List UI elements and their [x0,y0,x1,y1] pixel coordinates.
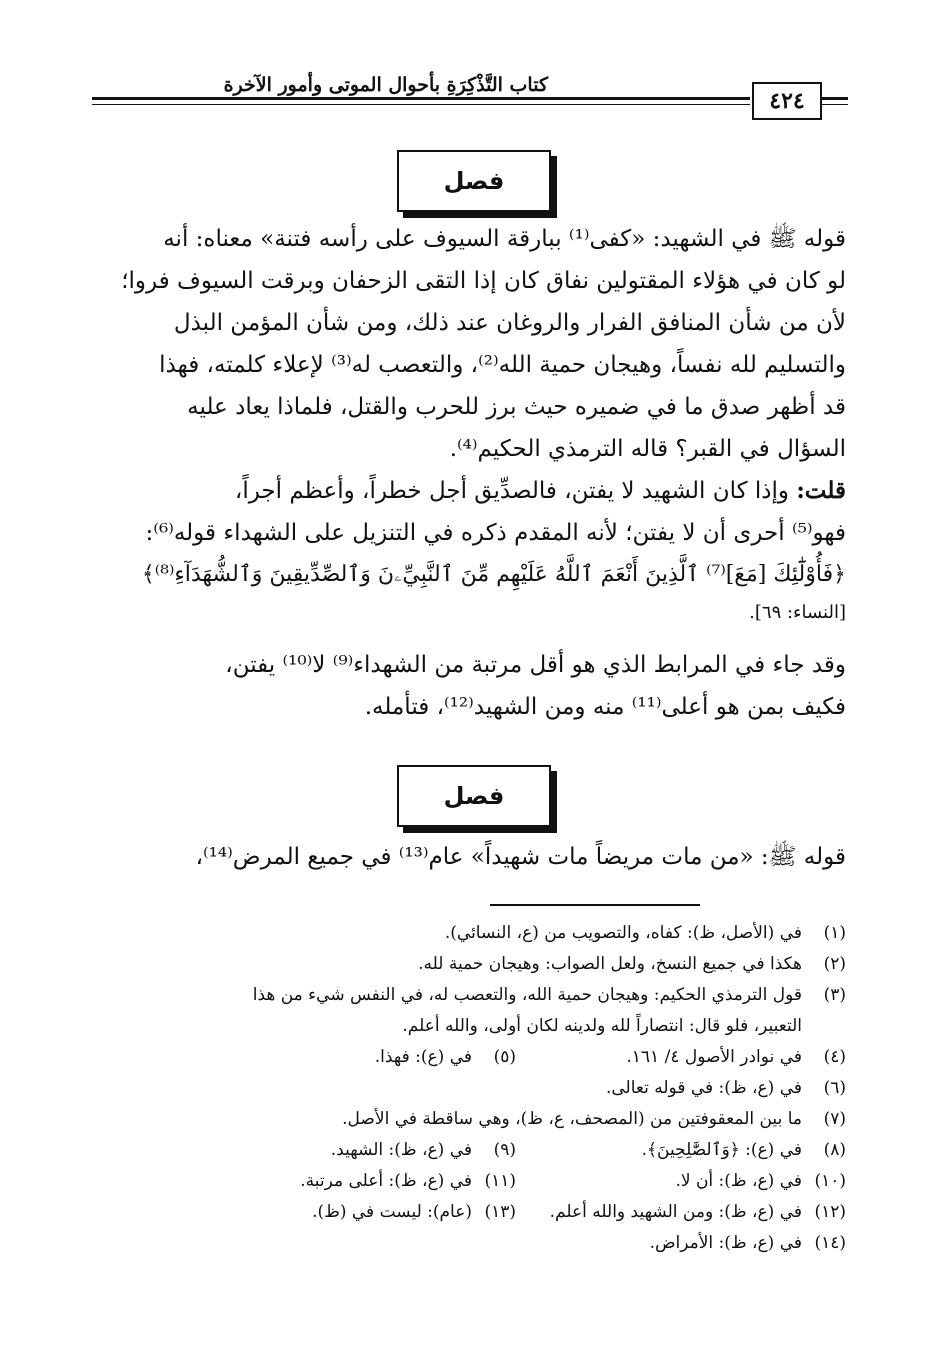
footnote-number: (٣) [823,985,846,1005]
footnote [92,1228,846,1259]
page-header [92,68,848,124]
body-line: لو كان في هؤلاء المقتولين نفاق كان إذا التقى الزحفان وبرقت السيوف فروا؛ [121,268,846,294]
footnote [92,1073,846,1104]
footnote-pair [92,1135,846,1166]
footnote-text: في (ع، ظ): الأمراض. [649,1233,802,1253]
footnote-text: هكذا في جميع النسخ، ولعل الصواب: وهيجان حمية لله. [418,954,802,974]
footnote-number: (١٣) [484,1202,516,1222]
qult-paragraph [92,470,846,512]
footnote-text: في (ع): فهذا. [374,1047,472,1067]
footnote-text: في (ع، ظ): أعلى مرتبة. [300,1171,472,1191]
footnote-number: (١٠) [814,1171,846,1191]
footnote-number: (١٤) [814,1233,846,1253]
section-heading-2: فصل [397,765,551,827]
quran-reference: [النساء: ٦٩]. [749,602,846,623]
footnote-pair [92,1166,846,1197]
footnote-number: (٥) [493,1047,516,1067]
body-line: قد أظهر صدق ما في ضميره حيث برز للحرب والقتل، فلماذا يعاد عليه [187,394,846,420]
page-number: ٤٢٤ [752,82,822,120]
footnote-text: في نوادر الأصول ٤/ ١٦١. [626,1047,802,1067]
body-line: وقد جاء في المرابط الذي هو أقل مرتبة من الشهداء⁽⁹⁾ لا⁽¹⁰⁾ يفتن، [225,652,846,678]
footnote-text: في (ع، ظ): في قوله تعالى. [605,1078,802,1098]
body-line: قوله ﷺ في الشهيد: «كفى⁽¹⁾ ببارقة السيوف على رأسه فتنة» معناه: أنه [163,226,846,252]
footnote-text: في (ع، ظ): أن لا. [675,1171,802,1191]
footnote-pair [92,1042,846,1073]
footnote-text: قول الترمذي الحكيم: وهيجان حمية الله، والتعصب له، في النفس شيء من هذا [252,985,802,1005]
footnote-text: (عام): ليست في (ظ). [312,1202,472,1222]
footnote-text: ما بين المعقوفتين من (المصحف، ع، ظ)، وهي ساقطة في الأصل. [342,1109,802,1129]
footnote-number: (٩) [493,1140,516,1160]
section-2-body [92,836,846,878]
footnote-number: (٤) [823,1047,846,1067]
body-line: قوله ﷺ: «من مات مريضاً مات شهيداً» عام⁽¹³⁾ في جميع المرض⁽¹⁴⁾، [195,844,846,870]
footnote [92,949,846,980]
footnote-number: (٧) [823,1109,846,1129]
body-line: فهو⁽⁵⁾ أحرى أن لا يفتن؛ لأنه المقدم ذكره في التنزيل على الشهداء قوله⁽⁶⁾: [145,520,846,546]
footnote [92,918,846,949]
section-1-body [92,218,846,728]
header-rule-stub-thin [820,104,848,105]
body-line: وإذا كان الشهيد لا يفتن، فالصدِّيق أجل خطراً، وأعظم أجراً، [234,478,797,504]
footnote-number: (١٢) [814,1202,846,1222]
qult-label: قلت: [796,477,846,504]
footnote-text: في (ع): ﴿وَٱلصَّٰلِحِينَ﴾. [641,1140,802,1160]
footnote-number: (٢) [823,954,846,974]
footnote-number: (٨) [823,1140,846,1160]
header-rule-stub [820,97,848,100]
footnote-continuation [92,1011,846,1042]
footnote-number: (٦) [823,1078,846,1098]
header-rule-thin [92,104,750,105]
footnote-text: في (ع، ظ): ومن الشهيد والله أعلم. [549,1202,802,1222]
footnote-separator [490,904,700,906]
body-line: السؤال في القبر؟ قاله الترمذي الحكيم⁽⁴⁾. [449,436,846,462]
footnote-number: (١١) [484,1171,516,1191]
footnote-number: (١) [823,923,846,943]
section-heading-1: فصل [397,150,551,212]
footnote [92,1104,846,1135]
body-line: فكيف بمن هو أعلى⁽¹¹⁾ منه ومن الشهيد⁽¹²⁾، فتأمله. [364,694,846,720]
footnote-text: في (ع، ظ): الشهيد. [330,1140,472,1160]
header-rule-thick [92,97,750,100]
body-line: والتسليم لله نفساً، وهيجان حمية الله⁽²⁾، والتعصب له⁽³⁾ لإعلاء كلمته، فهذا [159,352,846,378]
footnote-text: التعبير، فلو قال: انتصاراً لله ولدينه لكان أولى، والله أعلم. [402,1016,802,1036]
footnote [92,980,846,1011]
body-line: لأن من شأن المنافق الفرار والروغان عند ذلك، ومن شأن المؤمن البذل [173,310,846,336]
book-title: كتاب التَّذْكِرَةِ بأحوال الموتى وأمور الآخرة [223,74,548,96]
footnote-pair [92,1197,846,1228]
footnotes [92,918,846,1259]
footnote-text: في (الأصل، ظ): كفاه، والتصويب من (ع، النسائي). [444,923,802,943]
quran-verse: ﴿فَأُوْلَٰٓئِكَ [مَعَ]⁽⁷⁾ ٱلَّذِينَ أَنْعَمَ ٱللَّهُ عَلَيْهِم مِّنَ ٱلنَّبِيِّۦنَ وَٱلصِّدِّيقِينَ وَٱلشُّهَدَآءِ⁽⁸⁾﴾ [141,562,846,587]
